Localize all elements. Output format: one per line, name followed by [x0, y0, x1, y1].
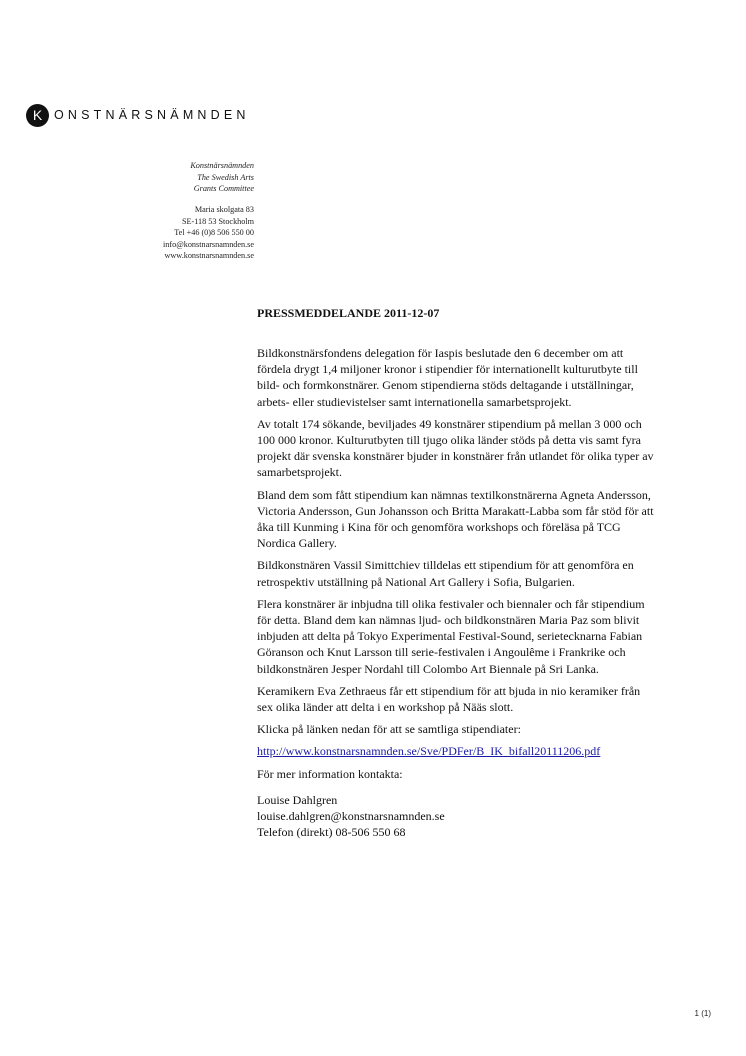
- page-number: 1 (1): [694, 1009, 711, 1018]
- address-website: www.konstnarsnamnden.se: [164, 251, 254, 260]
- page-title: PRESSMEDDELANDE 2011-12-07: [257, 306, 440, 320]
- address-phone: Tel +46 (0)8 506 550 00: [174, 228, 254, 237]
- address-postal: SE-118 53 Stockholm: [181, 216, 254, 226]
- recipients-pdf-link[interactable]: http://www.konstnarsnamnden.se/Sve/PDFer/B_IK_bifall20111206.pdf: [257, 744, 601, 759]
- org-name-swedish: Konstnärsnämnden: [190, 161, 254, 170]
- org-name-english-1: The Swedish Arts: [197, 172, 254, 182]
- paragraph-retrospective: Bildkonstnären Vassil Simittchiev tilldelas ett stipendium för att genomföra en retrospektiv utställning på National Art Gallery i Sofia, Bulgarien.: [257, 558, 634, 589]
- logo: [26, 102, 250, 128]
- paragraph-intro: Bildkonstnärsfondens delegation för Iaspis beslutade den 6 december om att fördela drygt 1,4 miljoner kronor i stipendier för internationellt kulturutbyte till bild- och formkonstnärer. Genom stipendierna stöds deltagande i utställningar, arbets- eller studievistelser samt internationella samarbetsprojekt.: [257, 346, 638, 409]
- paragraph-textile-artists: Bland dem som fått stipendium kan nämnas textilkonstnärerna Agneta Andersson, Victoria Andersson, Gun Johansson och Britta Marakatt-Labba som får stöd för att åka till Kunming i Kina för och genomföra workshops och föreläsa på TCG Nordica Gallery.: [257, 487, 654, 551]
- paragraph-ceramics: Keramikern Eva Zethraeus får ett stipendium för att bjuda in nio keramiker från sex olika länder att delta i en workshop på Nääs slott.: [257, 683, 641, 715]
- contact-email: louise.dahlgren@konstnarsnamnden.se: [257, 809, 445, 824]
- logo-wordmark: ONSTNÄRSNÄMNDEN: [54, 108, 250, 122]
- org-name-english-2: Grants Committee: [193, 184, 254, 193]
- sidebar-organization: [80, 160, 254, 195]
- address-email: info@konstnarsnamnden.se: [163, 239, 254, 249]
- contact-phone: Telefon (direkt) 08-506 550 68: [257, 825, 406, 840]
- address-street: Maria skolgata 83: [194, 205, 254, 214]
- logo-k-icon: K: [26, 104, 49, 127]
- paragraph-link-intro: Klicka på länken nedan för att se samtliga stipendiater:: [257, 722, 521, 737]
- contact-name: Louise Dahlgren: [257, 792, 338, 807]
- sidebar-contact: [80, 204, 254, 262]
- paragraph-festivals: Flera konstnärer är inbjudna till olika festivaler och biennaler och får stipendium för detta. Bland dem kan nämnas ljud- och bildkonstnären Maria Paz som blivit inbjuden att delta på Tokyo Experimental Festival-Sound, serietecknarna Fabian Göranson och Knut Larsson till serie-festivalen i Angoulême i Frankrike och bildkonstnären Jesper Nordahl till Colombo Art Biennale på Sri Lanka.: [257, 596, 645, 676]
- contact-block: [257, 792, 657, 841]
- more-info-label: För mer information kontakta:: [257, 766, 403, 781]
- paragraph-applicants: Av totalt 174 sökande, beviljades 49 konstnärer stipendium på mellan 3 000 och 100 000 kronor. Kulturutbyten till tjugo olika länder stöds på detta vis samt fyra projekt där svenska konstnärer bjuder in konstnärer från utlandet för olika typer av samarbetsprojekt.: [257, 416, 654, 480]
- press-release-body: [257, 306, 657, 840]
